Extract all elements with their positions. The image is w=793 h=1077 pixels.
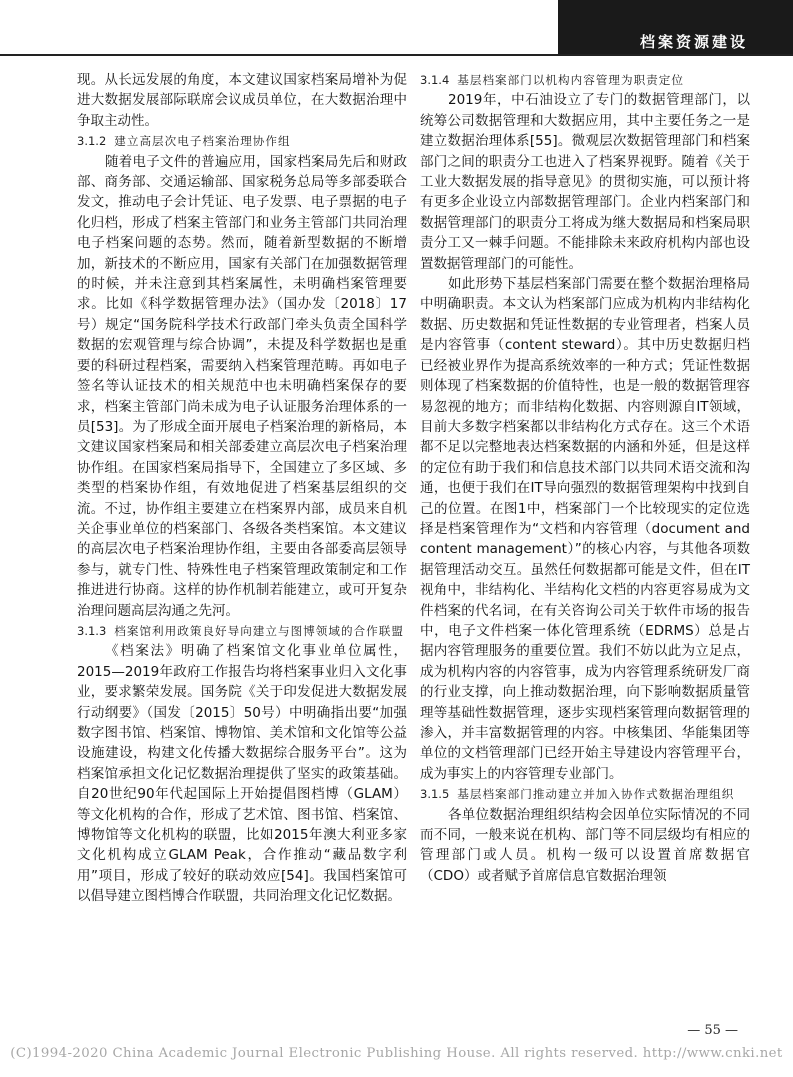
section-heading-3-1-3 xyxy=(77,621,407,641)
section-title-text: 基层档案部门以机构内容管理为职责定位 xyxy=(457,73,684,87)
header-rule xyxy=(0,54,793,56)
copyright-footer: (C)1994-2020 China Academic Journal Electronic Publishing House. All rights reserved. http://www.cnki.net xyxy=(10,1046,783,1061)
section-title-text: 档案馆利用政策良好导向建立与图博领域的合作联盟 xyxy=(114,623,404,638)
section-number: 3.1.5 xyxy=(420,787,450,802)
section-heading-3-1-4 xyxy=(420,70,750,90)
page-number: — 55 — xyxy=(687,1023,738,1038)
section-title-text: 建立高层次电子档案治理协作组 xyxy=(114,134,291,149)
section-heading-3-1-5 xyxy=(420,784,750,804)
section-title: 档案资源建设 xyxy=(639,33,748,51)
paragraph: 2019年，中石油设立了专门的数据管理部门，以统筹公司数据管理和大数据应用，其中主要任务之一是建立数据治理体系[55]。微观层次数据管理部门和档案部门之间的职责分工也进入了档案界视野。随着《关于工业大数据发展的指导意见》的贯彻实施，可以预计将有更多企业设立内部数据管理部门。企业内档案部门和数据管理部门的职责分工将成为继大数据局和档案局职责分工又一棘手问题。不能排除未来政府机构内部也设置数据管理部门的可能性。 xyxy=(420,92,750,272)
paragraph: 随着电子文件的普遍应用，国家档案局先后和财政部、商务部、交通运输部、国家税务总局等多部委联合发文，推动电子会计凭证、电子发票、电子票据的电子化归档，形成了档案主管部门和业务主管部门共同治理电子档案问题的态势。然而，随着新型数据的不断增加，新技术的不断应用，国家有关部门在加强数据管理的时候，并未注意到其档案属性，未明确档案管理要求。比如《科学数据管理办法》（国办发〔2018〕17号）规定“国务院科学技术行政部门牵头负责全国科学数据的宏观管理与综合协调”，未提及科学数据也是重要的科研过程档案，需要纳入档案管理范畴。再如电子签名等认证技术的相关规范中也未明确档案保存的要求，档案主管部门尚未成为电子认证服务治理体系的一员[53]。为了形成全面开展电子档案治理的新格局，本文建议国家档案局和相关部委建立高层次电子档案治理协作组。在国家档案局指导下，全国建立了多区域、多类型的档案协作组，有效地促进了档案基层组织的交流。不过，协作组主要建立在档案界内部，成员来自机关企事业单位的档案部门、各级各类档案馆。本文建议的高层次电子档案治理协作组，主要由各部委高层领导参与，就专门性、特殊性电子档案管理政策制定和工作推进进行协商。这样的协作机制若能建立，或可开复杂治理问题高层沟通之先河。 xyxy=(77,153,407,619)
page-header xyxy=(0,0,793,56)
section-number: 3.1.2 xyxy=(77,134,107,149)
header-banner xyxy=(558,0,793,54)
paragraph: 各单位数据治理组织结构会因单位实际情况的不同而不同，一般来说在机构、部门等不同层级均有相应的管理部门或人员。机构一级可以设置首席数据官（CDO）或者赋予首席信息官数据治理领 xyxy=(420,806,750,884)
paragraph: 如此形势下基层档案部门需要在整个数据治理格局中明确职责。本文认为档案部门应成为机构内非结构化数据、历史数据和凭证性数据的专业管理者，档案人员是内容管事（content steward）。其中历史数据归档已经被业界作为提高系统效率的一种方式；凭证性数据则体现了档案数据的价值特性，也是一般的数据管理容易忽视的地方；而非结构化数据、内容则源自IT领域，目前大多数字档案都以非结构化方式存在。这三个术语都不足以完整地表达档案数据的内涵和外延，但是这样的定位有助于我们和信息技术部门以共同术语交流和沟通，也便于我们在IT导向强烈的数据管理架构中找到自己的位置。在图1中，档案部门一个比较现实的定位选择是档案管理作为“文档和内容管理（document and content management）”的核心内容，与其他各项数据管理活动交互。虽然任何数据都可能是文件，但在IT视角中，非结构化、半结构化文档的内容更容易成为文件档案的代名词，在有关咨询公司关于软件市场的报告中，电子文件档案一体化管理系统（EDRMS）总是占据内容管理服务的重要位置。我们不妨以此为立足点，成为机构内容的内容管事，成为内容管理系统研发厂商的行业支撑，向上推动数据治理，向下影响数据质量管理等基础性数据管理，逐步实现档案管理向数据管理的渗入，并丰富数据管理的内容。中核集团、华能集团等单位的文档管理部门已经开始主导建设内容管理平台，成为事实上的内容管理专业部门。 xyxy=(420,276,750,782)
section-title-text: 基层档案部门推动建立并加入协作式数据治理组织 xyxy=(457,787,735,802)
paragraph: 现。从长远发展的角度，本文建议国家档案局增补为促进大数据发展部际联席会议成员单位，在大数据治理中争取主动性。 xyxy=(77,72,407,129)
section-number: 3.1.3 xyxy=(77,623,107,638)
right-column xyxy=(420,70,750,886)
paragraph: 《档案法》明确了档案馆文化事业单位属性，2015—2019年政府工作报告均将档案事业归入文化事业，要求繁荣发展。国务院《关于印发促进大数据发展行动纲要》（国发〔2015〕50号）中明确指出要“加强数字图书馆、档案馆、博物馆、美术馆和文化馆等公益设施建设，构建文化传播大数据综合服务平台”。这为档案馆承担文化记忆数据治理提供了坚实的政策基础。自20世纪90年代起国际上开始提倡图档博（GLAM）等文化机构的合作，形成了艺术馆、图书馆、档案馆、博物馆等文化机构的联盟，比如2015年澳大利亚多家文化机构成立GLAM Peak，合作推动“藏品数字利用”项目，形成了较好的联动效应[54]。我国档案馆可以倡导建立图档博合作联盟，共同治理文化记忆数据。 xyxy=(77,643,407,905)
section-number: 3.1.4 xyxy=(420,73,450,87)
section-heading-3-1-2 xyxy=(77,131,407,151)
left-column xyxy=(77,70,407,907)
